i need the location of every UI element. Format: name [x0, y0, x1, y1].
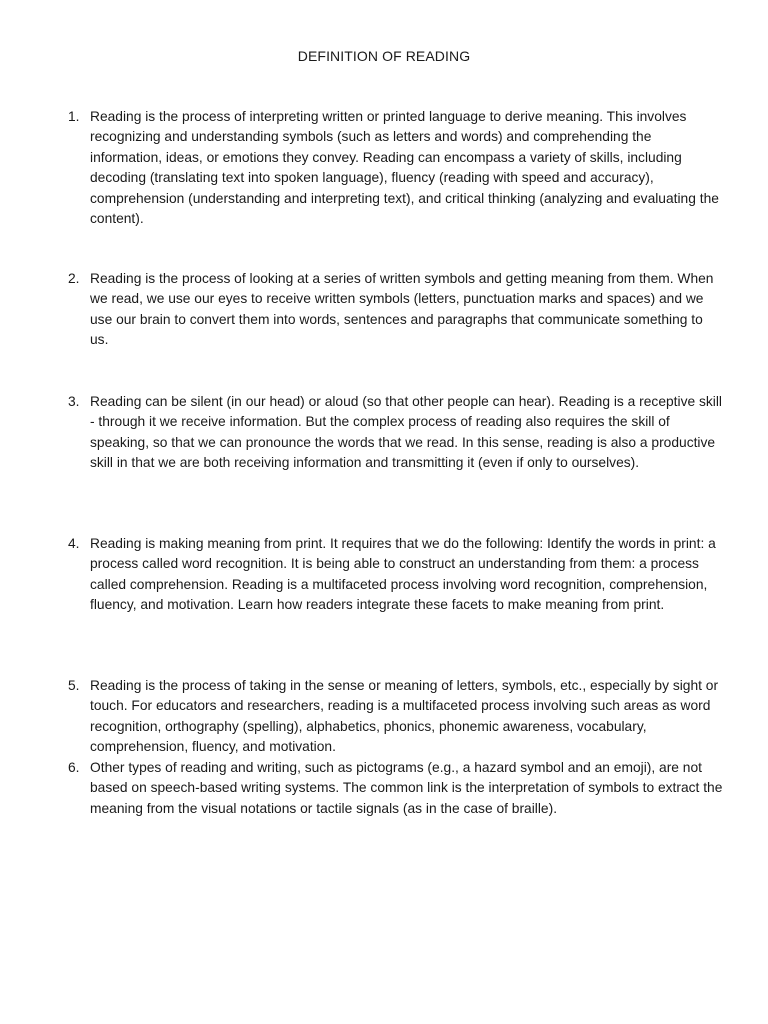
- list-item-number: 2.: [68, 271, 80, 286]
- list-item: [68, 676, 724, 758]
- list-item-text: Reading is the process of taking in the sense or meaning of letters, symbols, etc., especially by sight or touch. For educators and researchers, reading is a multifaceted process involving such areas as word recognition, orthography (spelling), alphabetics, phonics, phonemic awareness, vocabulary, comprehension, fluency, and motivation.: [90, 678, 719, 755]
- document-title: DEFINITION OF READING: [297, 48, 471, 64]
- list-item-text: Reading can be silent (in our head) or aloud (so that other people can hear). Reading is a receptive skill - through it we receive information. But the complex process of reading also requires the skill of speaking, so that we can pronounce the words that we read. In this sense, reading is also a productive skill in that we are both receiving information and transmitting it (even if only to ourselves).: [90, 394, 722, 471]
- list-item-number: 5.: [68, 678, 80, 693]
- list-item-number: 3.: [68, 394, 80, 409]
- list-item-number: 1.: [68, 109, 80, 124]
- list-item-text: Other types of reading and writing, such as pictograms (e.g., a hazard symbol and an emoji), are not based on speech-based writing systems. The common link is the interpretation of symbols to extract the meaning from the visual notations or tactile signals (as in the case of braille).: [90, 760, 723, 816]
- list-item: [68, 534, 724, 616]
- list-item-number: 4.: [68, 536, 80, 551]
- list-item-text: Reading is the process of looking at a series of written symbols and getting meaning from them. When we read, we use our eyes to receive written symbols (letters, punctuation marks and spaces) and we use our brain to convert them into words, sentences and paragraphs that communicate something to us.: [90, 271, 714, 348]
- list-item: [68, 107, 724, 229]
- list-item: [68, 758, 724, 819]
- list-item-number: 6.: [68, 760, 80, 775]
- list-item: [68, 269, 724, 351]
- list-item-text: Reading is making meaning from print. It requires that we do the following: Identify the words in print: a process called word recognition. It is being able to construct an understanding from them: a process called comprehension. Reading is a multifaceted process involving word recognition, comprehension, fluency, and motivation. Learn how readers integrate these facets to make meaning from print.: [90, 536, 716, 613]
- list-item-text: Reading is the process of interpreting written or printed language to derive meaning. This involves recognizing and understanding symbols (such as letters and words) and comprehending the information, ideas, or emotions they convey. Reading can encompass a variety of skills, including decoding (translating text into spoken language), fluency (reading with speed and accuracy), comprehension (understanding and interpreting text), and critical thinking (analyzing and evaluating the content).: [90, 109, 719, 227]
- list-item: [68, 392, 724, 474]
